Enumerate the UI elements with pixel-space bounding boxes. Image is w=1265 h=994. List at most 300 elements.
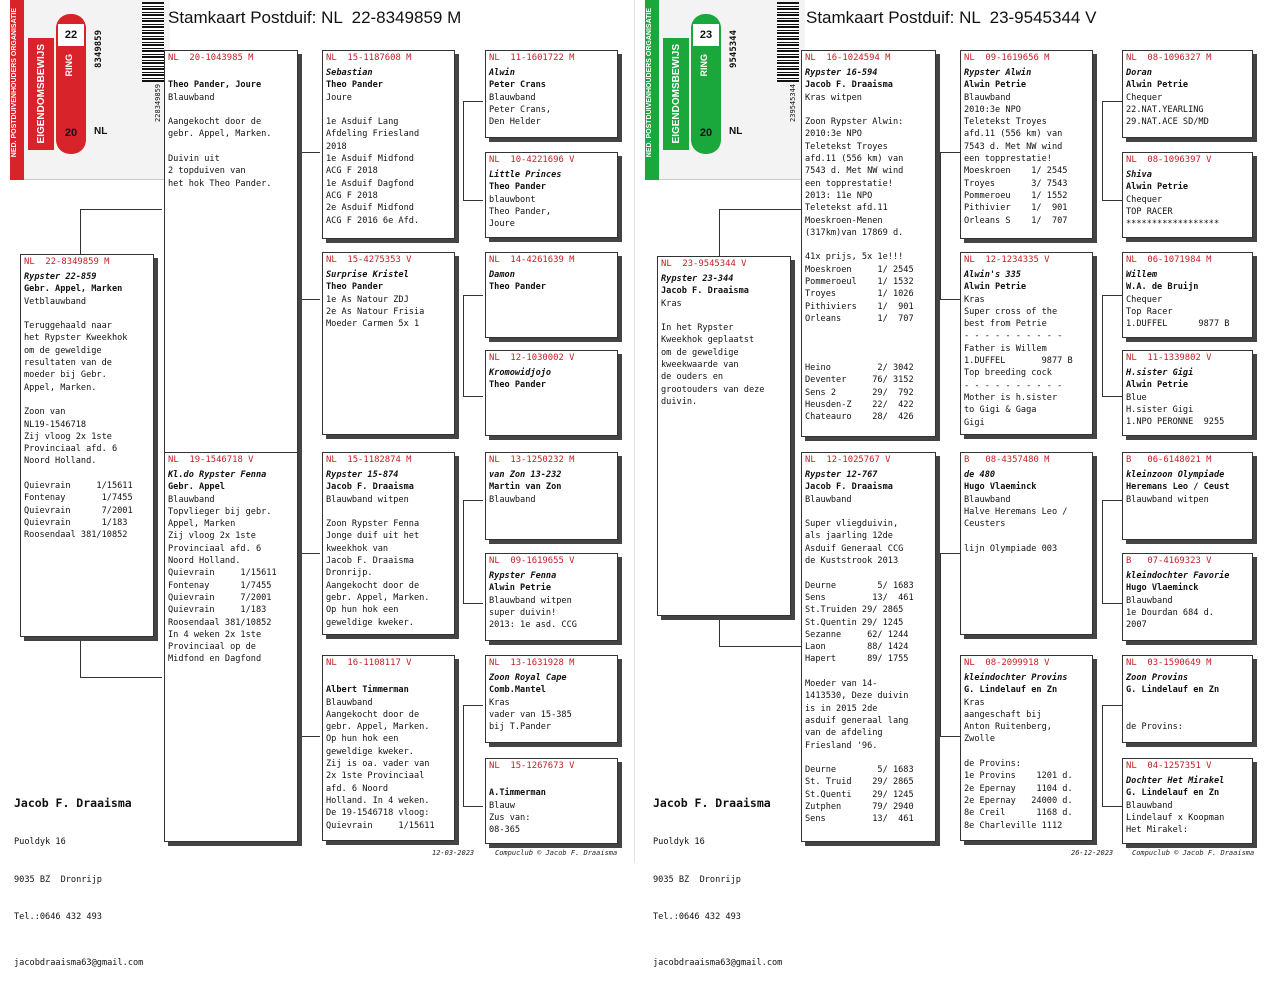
pigeon-info-line: Moeskroen-Menen [805, 215, 883, 226]
owner-name: Jacob F. Draaisma [14, 796, 132, 810]
breeder-name: Jacob F. Draaisma [661, 286, 749, 297]
pigeon-info-line: kweekwaarde van [661, 360, 739, 371]
pigeon-card-ggp-7 [485, 655, 618, 743]
pigeon-info-line: Blauwband [489, 92, 536, 103]
pigeon-card-sire [164, 50, 298, 458]
ownership-certificate-image [10, 0, 170, 180]
owner-city: 9035 BZ Dronrijp [14, 874, 102, 885]
pigeon-info-line: Asduif Generaal CCG [805, 543, 904, 554]
breeder-name: W.A. de Bruijn [1126, 282, 1199, 293]
pigeon-info-line [964, 530, 1089, 542]
pigeon-info-line: afd.11 (556 km) van [964, 129, 1063, 140]
pedigree-page-2 [634, 0, 1265, 968]
pigeon-info-line: 1e Dourdan 684 d. [1126, 607, 1214, 618]
breeder-name: Jacob F. Draaisma [805, 80, 893, 91]
ring-number: NL 15-1187608 M [326, 53, 412, 63]
pigeon-info-line: Zoon Rypster Fenna [326, 519, 420, 530]
pigeon-info-line: de Provins: [1126, 722, 1183, 733]
pigeon-name: Rypster 23-344 [661, 274, 734, 284]
pigeon-info-line: 1e Asduif Midfond [326, 154, 414, 165]
certificate-barcode [777, 2, 799, 82]
breeder-name: G. Lindelauf en Zn [1126, 685, 1220, 696]
certificate-barcode [142, 2, 164, 82]
pigeon-info-line: Kras [964, 697, 985, 708]
pigeon-info-line [168, 67, 294, 79]
pigeon-info-line: Roosendaal 381/10852 [168, 617, 272, 628]
pigeon-name: Willem [1126, 270, 1158, 280]
pigeon-info-line: Aangekocht door de [326, 580, 420, 591]
pigeon-card-ggp-8 [485, 758, 618, 844]
pigeon-info-line: 7543 d. Met NW wind [805, 166, 904, 177]
ring-number: NL 15-1182874 M [326, 455, 412, 465]
pigeon-card-granddam-maternal [322, 655, 455, 841]
pigeon-info-line: Anton Ruitenberg, [964, 722, 1052, 733]
pigeon-info-line: Kras [489, 697, 510, 708]
certificate-country: NL [729, 126, 743, 137]
pigeon-info-line [805, 666, 932, 678]
credit-line: Compuclub © Jacob F. Draaisma [1132, 849, 1255, 857]
ring-number: NL 15-4275353 V [326, 255, 412, 265]
pigeon-info-line: super duivin! [489, 607, 557, 618]
pigeon-info-line: In 4 weken 2x 1ste [168, 629, 262, 640]
pigeon-info-line: 1e Provins 1201 d. [964, 771, 1073, 782]
pigeon-info-line: het hok Theo Pander. [168, 178, 272, 189]
pigeon-info-line: Afdeling Friesland [326, 129, 420, 140]
pigeon-card-ggp-3 [1122, 252, 1253, 338]
pigeon-card-ggp-5 [1122, 452, 1253, 540]
pigeon-info-line: Quievrain 7/2001 [24, 505, 133, 516]
ring-number: NL 09-1619655 V [489, 556, 575, 566]
pigeon-name: kleindochter Provins [964, 673, 1068, 683]
pigeon-info-line: 2013: 11e NPO [805, 190, 873, 201]
breeder-name: Theo Pander [326, 80, 383, 91]
pigeon-info-line: Sens 13/ 461 [805, 592, 914, 603]
owner-email[interactable]: jacobdraaisma63@gmail.com [653, 957, 783, 968]
pigeon-name: Damon [489, 270, 515, 280]
certificate-barcode-number: 228349859 [154, 84, 162, 122]
pigeon-info-line: St.Quenti 29/ 1245 [805, 789, 914, 800]
pigeon-name: Little Princes [489, 170, 562, 180]
breeder-name: Jacob F. Draaisma [805, 482, 893, 493]
pigeon-info-line: Father is Willem [964, 343, 1047, 354]
pigeon-name: Sebastian [326, 68, 373, 78]
pigeon-info-line: (317km)van 17869 d. [805, 227, 904, 238]
ring-number: NL 13-1250232 M [489, 455, 575, 465]
pigeon-info-line: 2e Epernay 24000 d. [964, 795, 1073, 806]
pigeon-card-granddam-paternal [322, 252, 455, 435]
ring-number: B 06-6148021 M [1126, 455, 1212, 465]
pigeon-info-line: lijn Olympiade 003 [964, 543, 1058, 554]
pigeon-info-line: Blauwband [326, 697, 373, 708]
ownership-certificate-image [645, 0, 805, 180]
pigeon-card-ggp-5 [485, 452, 618, 540]
ring-number: NL 16-1108117 V [326, 658, 412, 668]
pigeon-card-grandsire-paternal [960, 50, 1093, 239]
breeder-name: G. Lindelauf en Zn [1126, 788, 1220, 799]
pigeon-info-line: Sens 2 29/ 792 [805, 387, 914, 398]
owner-street: Puoldyk 16 [653, 837, 705, 847]
pigeon-info-line: 2x 1ste Provinciaal [326, 771, 425, 782]
ring-number: NL 09-1619656 M [964, 53, 1050, 63]
pigeon-info-line: best from Petrie [964, 319, 1047, 330]
owner-phone: Tel.:0646 432 493 [653, 912, 741, 922]
pigeon-info-line: 1.DUFFEL 9877 B [964, 356, 1073, 367]
pigeon-info-line: Aangekocht door de [326, 709, 420, 720]
pigeon-info-line: grootouders van deze [661, 384, 765, 395]
pigeon-info-line: - - - - - - - - - - [964, 380, 1063, 391]
pigeon-info-line [326, 506, 451, 518]
certificate-ring-number: 9545344 [729, 30, 739, 68]
pigeon-info-line: Blauwband [1126, 595, 1173, 606]
pigeon-info-line: 2010:3e NPO [964, 104, 1021, 115]
breeder-name: Hugo Vlaeminck [1126, 583, 1199, 594]
pigeon-info-line: Orleans 1/ 707 [805, 313, 914, 324]
pigeon-info-line: Zij vloog 2x 1ste [24, 431, 112, 442]
pigeon-info-line: St.Truiden 29/ 2865 [805, 605, 904, 616]
breeder-name: Alwin Petrie [1126, 182, 1189, 193]
pigeon-info-line: Noord Holland. [24, 456, 97, 467]
pigeon-name: Dochter Het Mirakel [1126, 776, 1225, 786]
pigeon-info-line: St. Truid 29/ 2865 [805, 777, 914, 788]
pigeon-info-line: bij T.Pander [489, 722, 552, 733]
pigeon-info-line: Quievrain 7/2001 [168, 592, 272, 603]
pigeon-info-line: Zoon Rypster Alwin: [805, 117, 904, 128]
pigeon-info-line: ACG F 2018 [326, 190, 378, 201]
pigeon-info-line: Moeder van 14- [805, 679, 878, 690]
certificate-ring-word: RING [64, 54, 74, 77]
pigeon-info-line: Kras witpen [805, 92, 862, 103]
pigeon-info-line: Aangekocht door de [168, 117, 262, 128]
pigeon-card-ggp-4 [1122, 350, 1253, 436]
pigeon-info-line [1126, 697, 1249, 709]
pigeon-info-line: Dronrijp. [326, 568, 373, 579]
pigeon-info-line: om de geweldige [24, 345, 102, 356]
pigeon-card-ggp-6 [1122, 553, 1253, 641]
owner-block [14, 770, 143, 994]
ring-number: NL 16-1024594 M [805, 53, 891, 63]
certificate-org: NED. POSTDUIVENHOUDERS ORGANISATIE [646, 8, 653, 158]
pigeon-info-line [24, 468, 150, 480]
pigeon-info-line: Blauwband [964, 92, 1011, 103]
ring-number: NL 08-2099918 V [964, 658, 1050, 668]
pigeon-info-line: kweekhok van [326, 543, 389, 554]
pigeon-info-line: NL19-1546718 [24, 419, 87, 430]
pigeon-info-line: De 19-1546718 vloog: [326, 808, 430, 819]
pigeon-card-dam [801, 452, 936, 842]
pigeon-info-line: Kras [661, 298, 682, 309]
pigeon-info-line: Appel, Marken. [24, 382, 97, 393]
pigeon-name: Kl.do Rypster Fenna [168, 470, 267, 480]
certificate-ring-word: RING [699, 54, 709, 77]
pigeon-info-line: Troyes 3/ 7543 [964, 178, 1068, 189]
breeder-name: Theo Pander [489, 182, 546, 193]
pigeon-name: Kromowidjojo [489, 368, 552, 378]
pigeon-info-line [1126, 709, 1249, 721]
pigeon-info-line: 2007 [1126, 620, 1147, 631]
ring-number: NL 12-1030002 V [489, 353, 575, 363]
pigeon-info-line: gebr. Appel, Marken. [326, 592, 430, 603]
pigeon-info-line: In het Rypster [661, 323, 734, 334]
pigeon-info-line: Blauwband [168, 92, 215, 103]
pigeon-info-line [805, 506, 932, 518]
breeder-name: Alwin Petrie [1126, 380, 1189, 391]
certificate-label-band: EIGENDOMSBEWIJS [663, 38, 689, 150]
pigeon-info-line: Super vliegduivin, [805, 519, 899, 530]
ring-number: NL 03-1590649 M [1126, 658, 1212, 668]
pigeon-info-line: TOP RACER [1126, 206, 1173, 217]
certificate-year-badge [56, 14, 86, 154]
pigeon-card-dam [164, 452, 298, 842]
pigeon-info-line: Quievrain 1/15611 [24, 481, 133, 492]
pigeon-card-ggp-1 [485, 50, 618, 138]
pigeon-info-line: Deurne 5/ 1683 [805, 580, 914, 591]
pigeon-card-sire [801, 50, 936, 437]
pigeon-card-grandsire-maternal [322, 452, 455, 635]
pigeon-name: Surprise Kristel [326, 270, 409, 280]
pigeon-info-line: Blauwband [964, 494, 1011, 505]
pigeon-info-line: Moeskroen 1/ 2545 [964, 166, 1068, 177]
pedigree-page-1 [0, 0, 634, 968]
ring-number: NL 10-4221696 V [489, 155, 575, 165]
pigeon-name: Rypster 22-859 [24, 272, 97, 282]
pigeon-info-line: Laon 88/ 1424 [805, 642, 909, 653]
breeder-name: Albert Timmerman [326, 685, 409, 696]
pigeon-card-ggp-2 [485, 152, 618, 238]
ring-number: NL 15-1267673 V [489, 761, 575, 771]
pigeon-name: kleinzoon Olympiade [1126, 470, 1225, 480]
ring-number: NL 12-1025767 V [805, 455, 891, 465]
pigeon-info-line: Sens 13/ 461 [805, 814, 914, 825]
pigeon-info-line [805, 104, 932, 116]
pigeon-info-line: Pithivier 1/ 901 [964, 203, 1068, 214]
pigeon-info-line: St.Quentin 29/ 1245 [805, 617, 904, 628]
certificate-year-right: 23 [693, 24, 719, 46]
pigeon-info-line: Quievrain 1/15611 [326, 820, 435, 831]
pigeon-info-line: Chequer [1126, 194, 1163, 205]
pigeon-name: Alwin [489, 68, 515, 78]
pigeon-info-line: Blauw [489, 800, 515, 811]
pigeon-info-line: Appel, Marken [168, 519, 236, 530]
breeder-name: Theo Pander [489, 282, 546, 293]
pigeon-info-line: Blauwband witpen [1126, 494, 1209, 505]
owner-block [653, 770, 782, 994]
pigeon-info-line: Blauwband [168, 494, 215, 505]
pigeon-info-line: Chateauro 28/ 426 [805, 412, 914, 423]
pigeon-info-line [24, 394, 150, 406]
pigeon-info-line: Hapert 89/ 1755 [805, 654, 909, 665]
pigeon-card-granddam-paternal [960, 252, 1093, 435]
page-title: Stamkaart Postduif: NL 22-8349859 M [168, 8, 462, 27]
pigeon-info-line: Orleans S 1/ 707 [964, 215, 1068, 226]
ring-number: NL 12-1234335 V [964, 255, 1050, 265]
pigeon-info-line: het Rypster Kweekhok [24, 333, 128, 344]
breeder-name: Jacob F. Draaisma [326, 482, 414, 493]
pigeon-info-line: 1e Asduif Dagfond [326, 178, 414, 189]
certificate-year-right: 22 [58, 24, 84, 46]
pigeon-info-line [805, 752, 932, 764]
pigeon-info-line: - - - - - - - - - - [964, 331, 1063, 342]
pigeon-info-line: Noord Holland. [168, 556, 241, 567]
pigeon-info-line: Kras [964, 294, 985, 305]
pigeon-info-line: afd. 6 Noord [326, 783, 389, 794]
pigeon-info-line: 2 topduiven van [168, 166, 246, 177]
pigeon-info-line: Chequer [1126, 92, 1163, 103]
breeder-name: Comb.Mantel [489, 685, 546, 696]
pigeon-card-granddam-maternal [960, 655, 1093, 841]
pigeon-info-line [661, 310, 787, 322]
breeder-name: Alwin Petrie [489, 583, 552, 594]
pigeon-name: kleindochter Favorie [1126, 571, 1230, 581]
pigeon-info-line [805, 350, 932, 362]
pigeon-info-line [489, 775, 614, 787]
pigeon-info-line: Den Helder [489, 117, 541, 128]
pigeon-info-line: 2010:3e NPO [805, 129, 862, 140]
pigeon-name: Rypster 16-594 [805, 68, 878, 78]
pigeon-info-line: 8e Creil 1168 d. [964, 808, 1073, 819]
pigeon-info-line: Provinciaal afd. 6 [168, 543, 262, 554]
pigeon-info-line: Blauwband [1126, 800, 1173, 811]
pigeon-info-line: moeder bij Gebr. [24, 370, 107, 381]
pigeon-info-line: 1e As Natour ZDJ [326, 294, 409, 305]
certificate-org: NED. POSTDUIVENHOUDERS ORGANISATIE [11, 8, 18, 158]
pigeon-info-line: Zoon van [24, 407, 66, 418]
pigeon-name: Zoon Royal Cape [489, 673, 567, 683]
ring-number: NL 11-1601722 M [489, 53, 575, 63]
pigeon-info-line [805, 338, 932, 350]
pigeon-info-line: de ouders en [661, 372, 724, 383]
pigeon-info-line [168, 104, 294, 116]
pigeon-info-line [168, 141, 294, 153]
ring-number: NL 08-1096327 M [1126, 53, 1212, 63]
pigeon-info-line: Sezanne 62/ 1244 [805, 629, 909, 640]
pigeon-info-line: Ceusters [964, 519, 1006, 530]
pigeon-info-line: ACG F 2018 [326, 166, 378, 177]
pigeon-info-line: Zwolle [964, 734, 996, 745]
breeder-name: Theo Pander [489, 380, 546, 391]
pigeon-info-line: een topprestatie! [964, 154, 1052, 165]
pigeon-info-line: Teletekst Troyes [964, 117, 1047, 128]
pigeon-info-line: ACG F 2016 6e Afd. [326, 215, 420, 226]
pigeon-name: Rypster 12-767 [805, 470, 878, 480]
certificate-label-band: EIGENDOMSBEWIJS [28, 38, 54, 150]
pigeon-info-line: 8e Charleville 1112 [964, 820, 1063, 831]
pigeon-card-ggp-4 [485, 350, 618, 436]
pigeon-card-ggp-7 [1122, 655, 1253, 743]
ring-number: NL 08-1096397 V [1126, 155, 1212, 165]
breeder-name: Gebr. Appel [168, 482, 225, 493]
pigeon-info-line [805, 567, 932, 579]
pigeon-name: Zoon Provins [1126, 673, 1189, 683]
pigeon-info-line: Teruggehaald naar [24, 321, 112, 332]
pigeon-info-line: Peter Crans, [489, 104, 552, 115]
pigeon-info-line: 2018 [326, 141, 347, 152]
pigeon-name: Rypster Fenna [489, 571, 557, 581]
certificate-ring-number: 8349859 [94, 30, 104, 68]
pigeon-info-line: Provinciaal op de [168, 642, 256, 653]
pigeon-info-line: 1413530, Deze duivin [805, 691, 909, 702]
pigeon-name: H.sister Gigi [1126, 368, 1194, 378]
pigeon-info-line: Deurne 5/ 1683 [805, 765, 914, 776]
pigeon-info-line [964, 746, 1089, 758]
ring-number: NL 19-1546718 V [168, 455, 254, 465]
pigeon-info-line: Joure [326, 92, 352, 103]
breeder-name: Theo Pander [326, 282, 383, 293]
pigeon-info-line: Holland. In 4 weken. [326, 795, 430, 806]
pigeon-info-line [805, 325, 932, 337]
owner-street: Puoldyk 16 [14, 837, 66, 847]
certificate-country: NL [94, 126, 108, 137]
pigeon-info-line: Heusden-Z 22/ 422 [805, 400, 914, 411]
pigeon-info-line: 29.NAT.ACE SD/MD [1126, 117, 1209, 128]
pigeon-info-line: Zij vloog 2x 1ste [168, 531, 256, 542]
pigeon-info-line: als jaarling 12de [805, 531, 893, 542]
pigeon-info-line: Theo Pander, [489, 206, 552, 217]
pigeon-info-line: Top breeding cock [964, 368, 1052, 379]
certificate-barcode-number: 239545344 [789, 84, 797, 122]
breeder-name: Hugo Vlaeminck [964, 482, 1037, 493]
pigeon-info-line: Kweekhok geplaatst [661, 335, 755, 346]
pigeon-info-line: 2e Asduif Midfond [326, 203, 414, 214]
pigeon-info-line: de Kuststrook 2013 [805, 556, 899, 567]
pigeon-info-line: Gigi [964, 417, 985, 428]
pigeon-info-line: Blauwband witpen [489, 595, 572, 606]
pigeon-info-line: gebr. Appel, Marken. [168, 129, 272, 140]
pigeon-info-line: resultaten van de [24, 358, 112, 369]
ring-number: NL 23-9545344 V [661, 259, 747, 269]
pigeon-info-line: Zutphen 79/ 2940 [805, 802, 914, 813]
pigeon-info-line: ****************** [1126, 219, 1220, 230]
ring-number: NL 20-1043985 M [168, 53, 254, 63]
pigeon-info-line: Joure [489, 219, 515, 230]
pigeon-info-line: duivin. [661, 396, 698, 407]
pigeon-info-line: van de afdeling [805, 728, 883, 739]
pigeon-info-line: geweldige kweker. [326, 617, 414, 628]
pigeon-info-line: 41x prijs, 5x 1e!!! [805, 252, 904, 263]
pigeon-info-line: vader van 15-385 [489, 709, 572, 720]
owner-email[interactable]: jacobdraaisma63@gmail.com [14, 957, 144, 968]
ring-number: NL 11-1339802 V [1126, 353, 1212, 363]
breeder-name: Theo Pander, Joure [168, 80, 262, 91]
pigeon-info-line: Quievrain 1/15611 [168, 568, 277, 579]
pigeon-info-line: 08-365 [489, 825, 521, 836]
pigeon-info-line: Op hun hok een [326, 734, 399, 745]
pigeon-info-line [805, 239, 932, 251]
pigeon-info-line: Moeskroen 1/ 2545 [805, 264, 914, 275]
pigeon-card-ggp-1 [1122, 50, 1253, 138]
pigeon-info-line: Friesland '96. [805, 740, 878, 751]
owner-name: Jacob F. Draaisma [653, 796, 771, 810]
certificate-year-badge [691, 14, 721, 154]
pigeon-info-line: Troyes 1/ 1026 [805, 289, 914, 300]
pigeon-info-line: Teletekst Troyes [805, 141, 888, 152]
pigeon-name: Rypster Alwin [964, 68, 1032, 78]
pigeon-info-line: Zus van: [489, 812, 531, 823]
pigeon-info-line: Fontenay 1/7455 [168, 580, 272, 591]
ring-number: NL 22-8349859 M [24, 257, 110, 267]
pigeon-info-line: Vetblauwband [24, 296, 87, 307]
pigeon-card-ggp-2 [1122, 152, 1253, 238]
pigeon-info-line: Chequer [1126, 294, 1163, 305]
pigeon-info-line: Super cross of the [964, 306, 1058, 317]
pigeon-name: van Zon 13-232 [489, 470, 562, 480]
pigeon-info-line: Teletekst afd.11 [805, 203, 888, 214]
pigeon-info-line: Deventer 76/ 3152 [805, 375, 914, 386]
pigeon-info-line: Quievrain 1/183 [168, 605, 267, 616]
pigeon-info-line: Pithiviers 1/ 901 [805, 301, 914, 312]
pigeon-info-line: to Gigi & Gaga [964, 405, 1037, 416]
breeder-name: A.Timmerman [489, 788, 546, 799]
certificate-year-left: 20 [699, 127, 713, 139]
